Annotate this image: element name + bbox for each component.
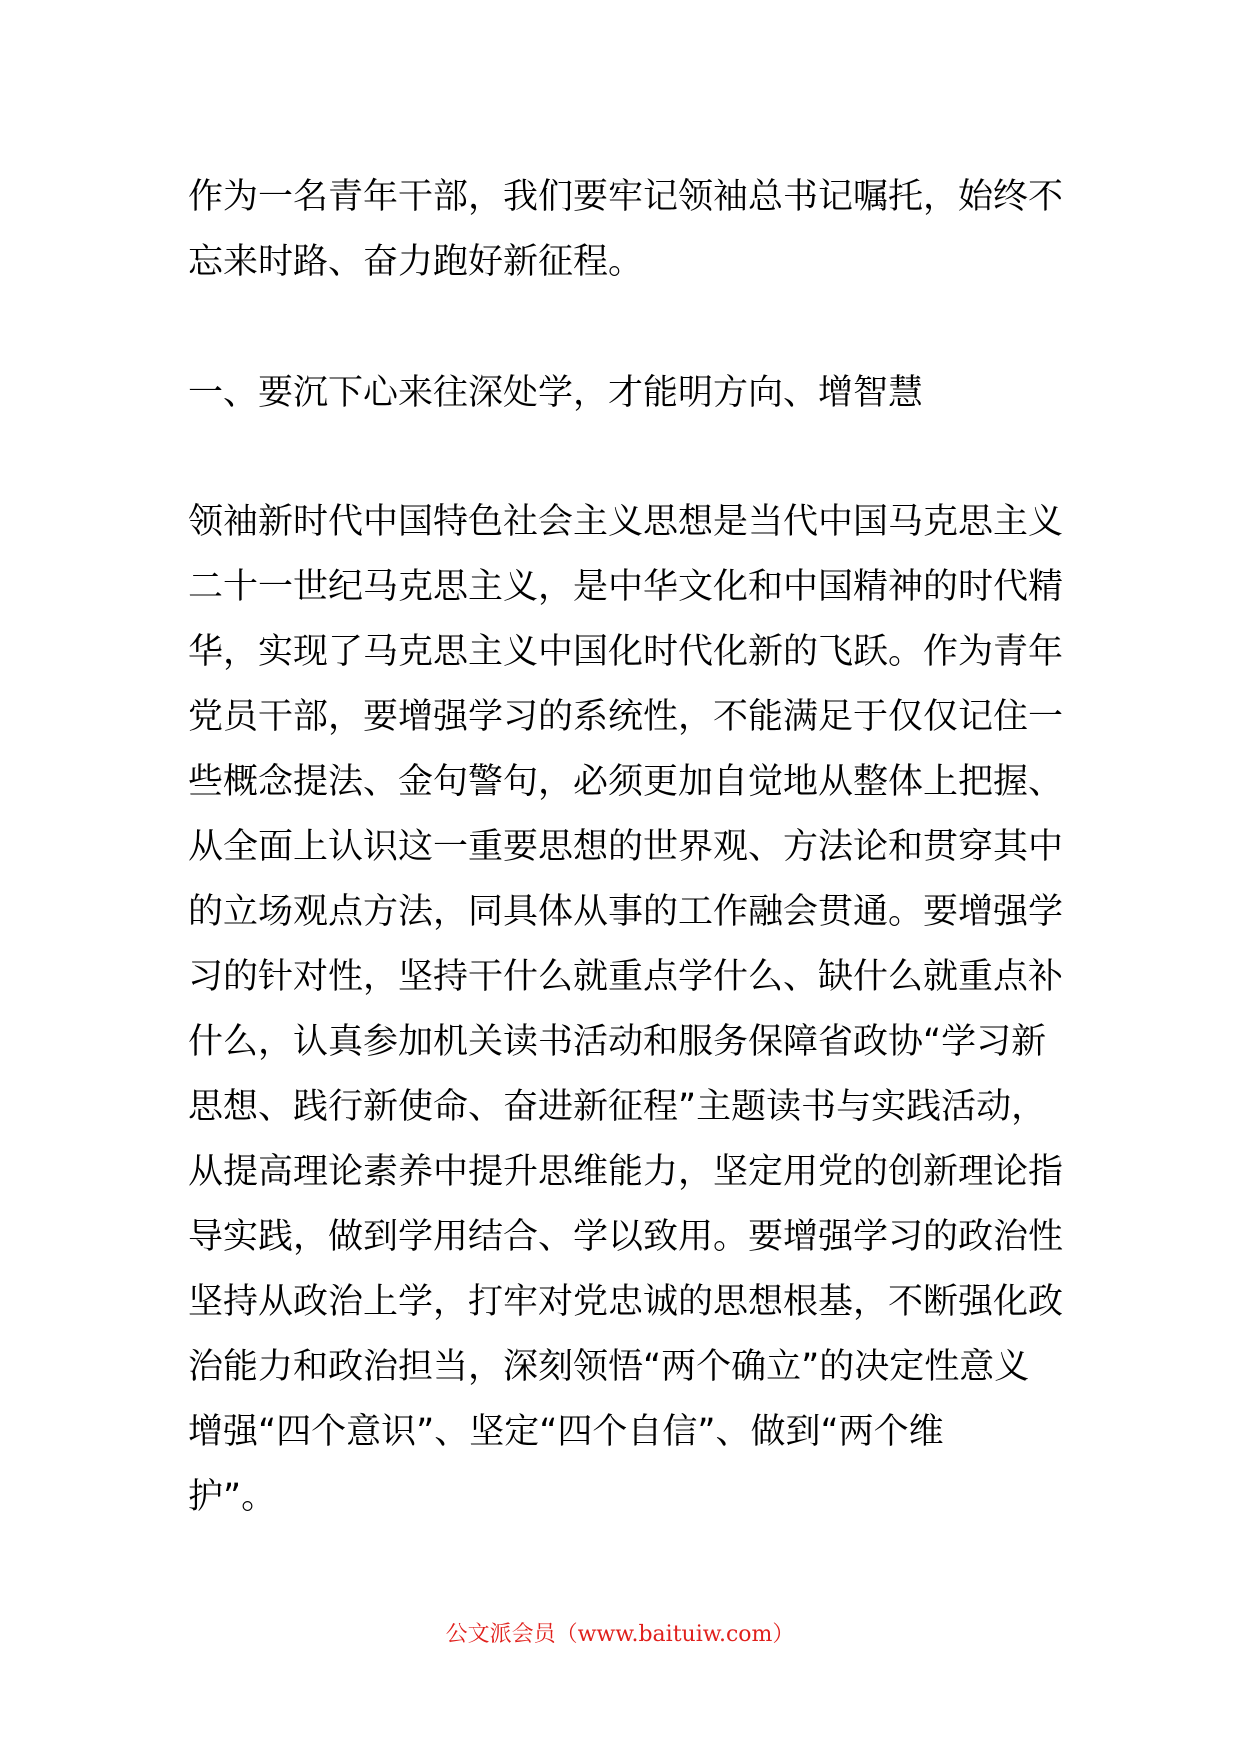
intro-paragraph	[188, 165, 1064, 295]
intro-line: 作为一名青年干部，我们要牢记领袖总书记嘱托，始终不	[188, 177, 1064, 217]
body-line: 些概念提法、金句警句，必须更加自觉地从整体上把握、	[188, 762, 1064, 802]
section-heading: 一、要沉下心来往深处学，才能明方向、增智慧	[188, 373, 924, 413]
body-paragraph	[188, 490, 1064, 1530]
body-line: 增强“四个意识”、坚定“四个自信”、做到“两个维	[188, 1412, 944, 1452]
body-line: 导实践，做到学用结合、学以致用。要增强学习的政治性	[188, 1217, 1064, 1257]
body-line: 二十一世纪马克思主义，是中华文化和中国精神的时代精	[188, 567, 1064, 607]
body-line: 华，实现了马克思主义中国化时代化新的飞跃。作为青年	[188, 632, 1064, 672]
body-line: 思想、践行新使命、奋进新征程”主题读书与实践活动，	[188, 1087, 1047, 1127]
body-line: 坚持从政治上学，打牢对党忠诚的思想根基，不断强化政	[188, 1282, 1064, 1322]
paragraph-spacer	[188, 295, 1064, 361]
body-line: 护”。	[188, 1477, 277, 1517]
body-line: 的立场观点方法，同具体从事的工作融会贯通。要增强学	[188, 892, 1064, 932]
body-line: 什么，认真参加机关读书活动和服务保障省政协“学习新	[188, 1022, 1047, 1062]
body-line: 党员干部，要增强学习的系统性，不能满足于仅仅记住一	[188, 697, 1064, 737]
body-line: 治能力和政治担当，深刻领悟“两个确立”的决定性意义	[188, 1347, 1030, 1387]
body-line: 从全面上认识这一重要思想的世界观、方法论和贯穿其中	[188, 827, 1064, 867]
document-content	[188, 165, 1064, 1530]
intro-line: 忘来时路、奋力跑好新征程。	[188, 242, 644, 282]
paragraph-spacer	[188, 426, 1064, 490]
body-line: 习的针对性，坚持干什么就重点学什么、缺什么就重点补	[188, 957, 1064, 997]
footer-watermark: 公文派会员（www.baituiw.com）	[445, 1622, 795, 1647]
body-line: 领袖新时代中国特色社会主义思想是当代中国马克思主义	[188, 502, 1064, 542]
body-line: 从提高理论素养中提升思维能力，坚定用党的创新理论指	[188, 1152, 1064, 1192]
